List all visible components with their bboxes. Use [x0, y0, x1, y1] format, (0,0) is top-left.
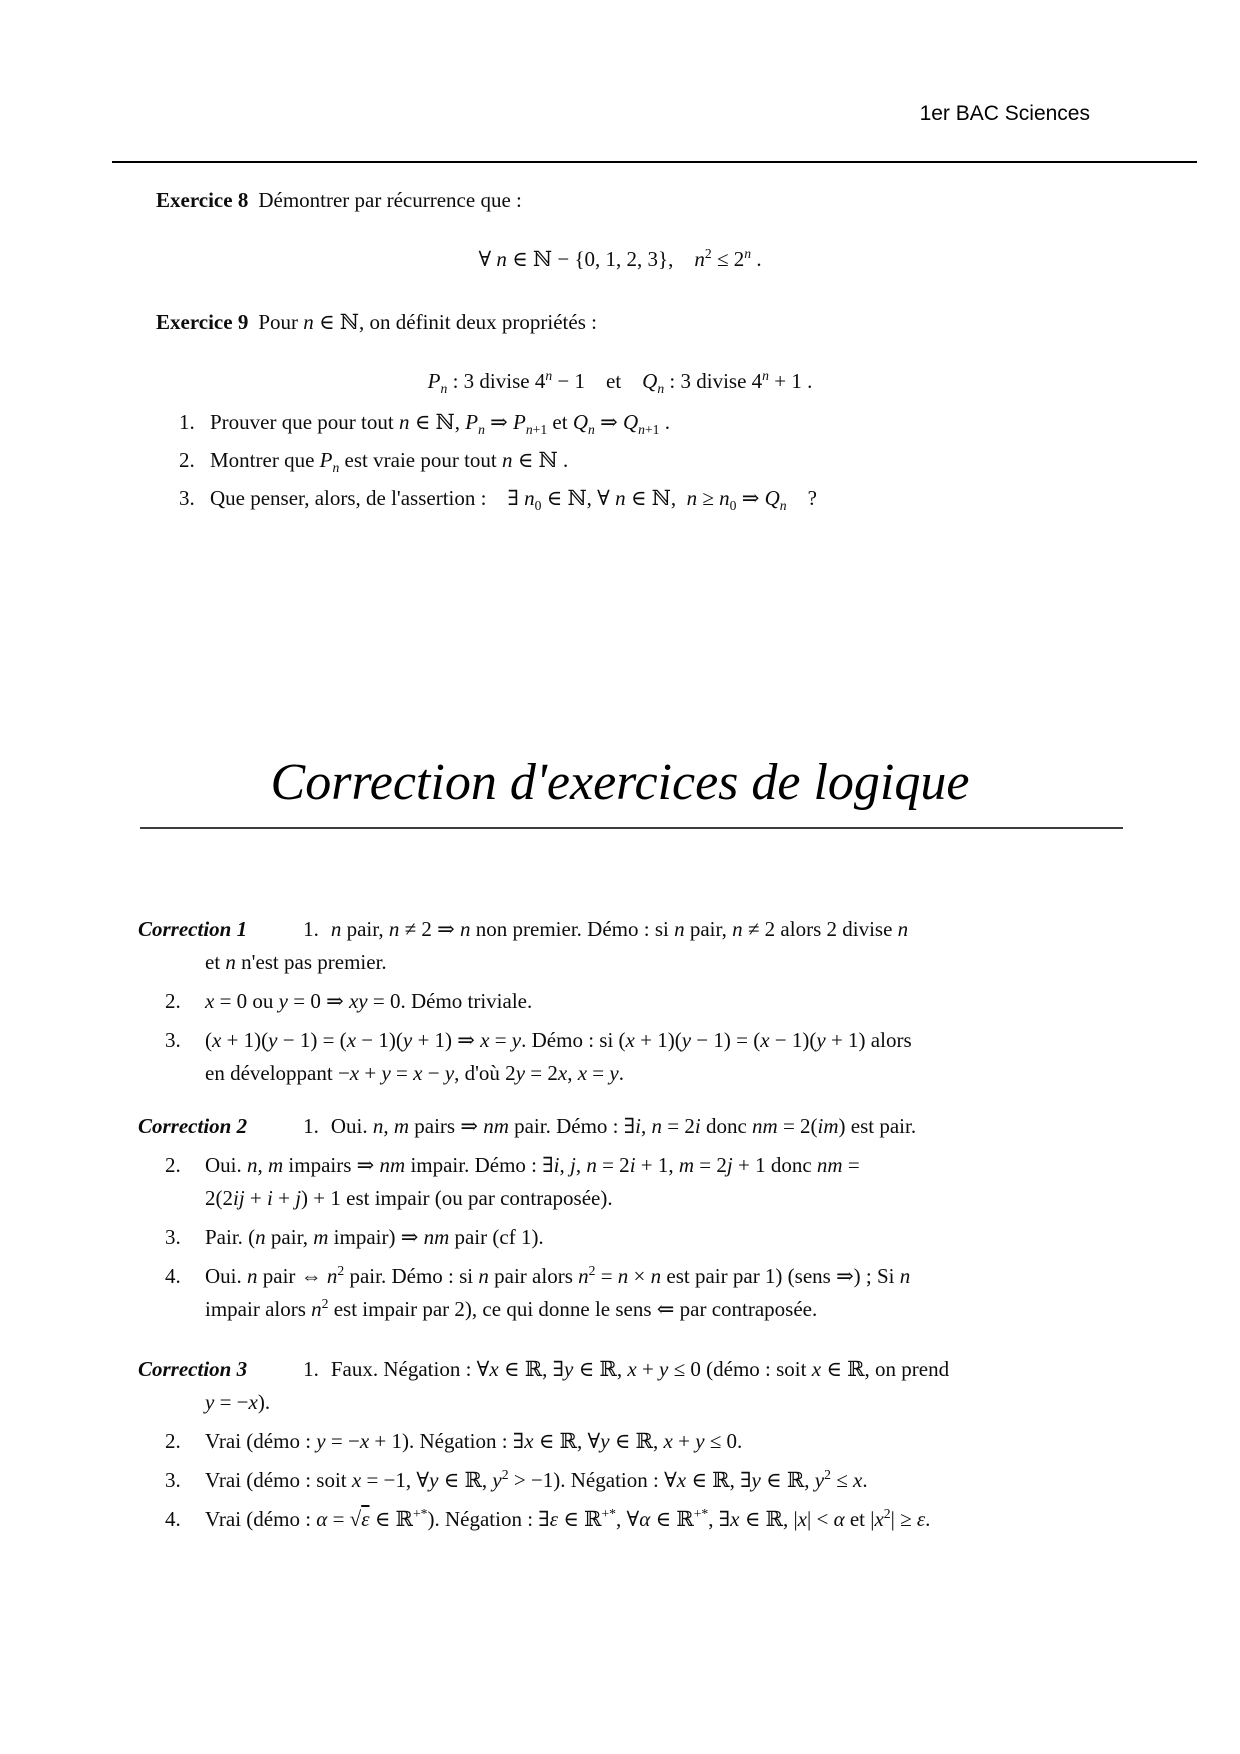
item-number: 3.: [165, 1468, 181, 1492]
exercise-9-item-3: [179, 482, 1125, 514]
item-text: (x + 1)(y − 1) = (x − 1)(y + 1) ⇒ x = y. Démo : si (x + 1)(y − 1) = (x − 1)(y + 1) alors en développant −x + y = x − y, d'où 2y = 2x, x = y.: [205, 1028, 912, 1085]
item-text: x = 0 ou y = 0 ⇒ xy = 0. Démo triviale.: [205, 989, 533, 1013]
exercise-9-items: [0, 406, 1240, 514]
correction-3-label: Correction 3: [138, 1357, 248, 1381]
title-rule: [140, 827, 1123, 829]
item-text: Prouver que pour tout n ∈ ℕ, $P_n$ ⇒ $P_{n+1}$ et $Q_n$ ⇒ $Q_{n+1}$ .: [210, 410, 670, 438]
item-text: Oui. n, m pairs ⇒ nm pair. Démo : ∃i, n = 2i donc nm = 2(im) est pair.: [330, 1114, 917, 1138]
item-text: Vrai (démo : α = √ε ∈ ℝ+*). Négation : ∃ε ∈ ℝ+*, ∀α ∈ ℝ+*, ∃x ∈ ℝ, |x| < α et $|x^2| \ge \varepsilon$.: [205, 1506, 931, 1531]
exercise-9-label: Exercice 9: [156, 310, 249, 334]
item-number: 1.: [303, 1357, 319, 1381]
correction-3-item-3: [165, 1464, 1125, 1497]
item-number: 2.: [165, 989, 181, 1013]
header-rule: [112, 161, 1197, 163]
correction-2-block: [0, 1110, 1240, 1326]
correction-1-first-line: [138, 913, 1125, 979]
item-number: 2.: [165, 1429, 181, 1453]
correction-3-item-4: [165, 1503, 1125, 1536]
correction-2-item-4: [165, 1260, 1125, 1326]
item-text: Oui. n pair ⇔ $n^2$ pair. Démo : si n pair alors $n^2 = n \times n$ est pair par 1) (sens ⇒) ; Si n impair alors $n^2$ est impair par 2), ce qui donne le sens ⇐ par contraposée.: [205, 1263, 911, 1321]
exercise-8-intro: Démontrer par récurrence que :: [258, 188, 522, 212]
correction-2-item-3: [165, 1221, 1125, 1254]
item-text: Pair. (n pair, m impair) ⇒ nm pair (cf 1).: [205, 1225, 544, 1249]
item-text: Oui. n, m impairs ⇒ nm impair. Démo : ∃i, j, n = 2i + 1, m = 2j + 1 donc nm = 2(2ij + i + j) + 1 est impair (ou par contraposée).: [205, 1153, 860, 1210]
correction-3-first-line: [138, 1353, 1125, 1419]
correction-1-item-2: [165, 985, 1125, 1018]
exercise-9-intro: Pour n ∈ ℕ, on définit deux propriétés :: [258, 310, 597, 334]
correction-1-block: [0, 913, 1240, 1090]
item-number: 3.: [165, 1028, 181, 1052]
correction-2-label: Correction 2: [138, 1114, 248, 1138]
item-number: 2.: [165, 1153, 181, 1177]
item-text: n pair, n ≠ 2 ⇒ n non premier. Démo : si n pair, n ≠ 2 alors 2 divise n et n n'est pas premier.: [205, 917, 909, 974]
correction-2-first-line: [138, 1110, 1125, 1143]
item-number: 1.: [303, 1114, 319, 1138]
item-text: Vrai (démo : y = −x + 1). Négation : ∃x ∈ ℝ, ∀y ∈ ℝ, x + y ≤ 0.: [205, 1429, 743, 1453]
item-number: 2.: [179, 448, 195, 472]
correction-1-label: Correction 1: [138, 917, 248, 941]
exercise-9-item-1: [179, 406, 1125, 438]
item-text: Faux. Négation : ∀x ∈ ℝ, ∃y ∈ ℝ, x + y ≤ 0 (démo : soit x ∈ ℝ, on prend y = −x).: [205, 1357, 950, 1414]
exercise-9-statement: [156, 307, 1125, 337]
item-number: 4.: [165, 1507, 181, 1531]
corrections-main-title: Correction d'exercices de logique: [270, 754, 970, 811]
item-text: Montrer que $P_n$ est vraie pour tout n ∈ ℕ .: [210, 448, 569, 476]
exercise-8-label: Exercice 8: [156, 188, 249, 212]
item-text: Vrai (démo : soit x = −1, ∀y ∈ ℝ, $y^2 > -1$). Négation : ∀x ∈ ℝ, ∃y ∈ ℝ, $y^2 \le x$.: [205, 1467, 868, 1492]
correction-3-item-2: [165, 1425, 1125, 1458]
exercise-9-formula: $P_n$ : 3 divise $4^n - 1$ et $Q_n$ : 3 divise $4^n + 1$ .: [427, 368, 813, 397]
exercise-8-statement: [156, 185, 1125, 215]
item-number: 3.: [179, 486, 195, 510]
exercise-8-formula: ∀ n ∈ ℕ − {0, 1, 2, 3}, $n^2 \le 2^n$ .: [478, 246, 762, 271]
correction-2-item-2: [165, 1149, 1125, 1215]
header-course-label: 1er BAC Sciences: [919, 102, 1090, 125]
correction-3-block: [0, 1353, 1240, 1536]
exercise-9-item-2: [179, 444, 1125, 476]
correction-1-item-3: [165, 1024, 1125, 1090]
item-text: Que penser, alors, de l'assertion : ∃ $n_0$ ∈ ℕ, ∀ n ∈ ℕ, $n \ge n_0$ ⇒ $Q_n$ ?: [210, 486, 817, 514]
item-number: 1.: [179, 410, 195, 434]
item-number: 3.: [165, 1225, 181, 1249]
item-number: 4.: [165, 1264, 181, 1288]
item-number: 1.: [303, 917, 319, 941]
